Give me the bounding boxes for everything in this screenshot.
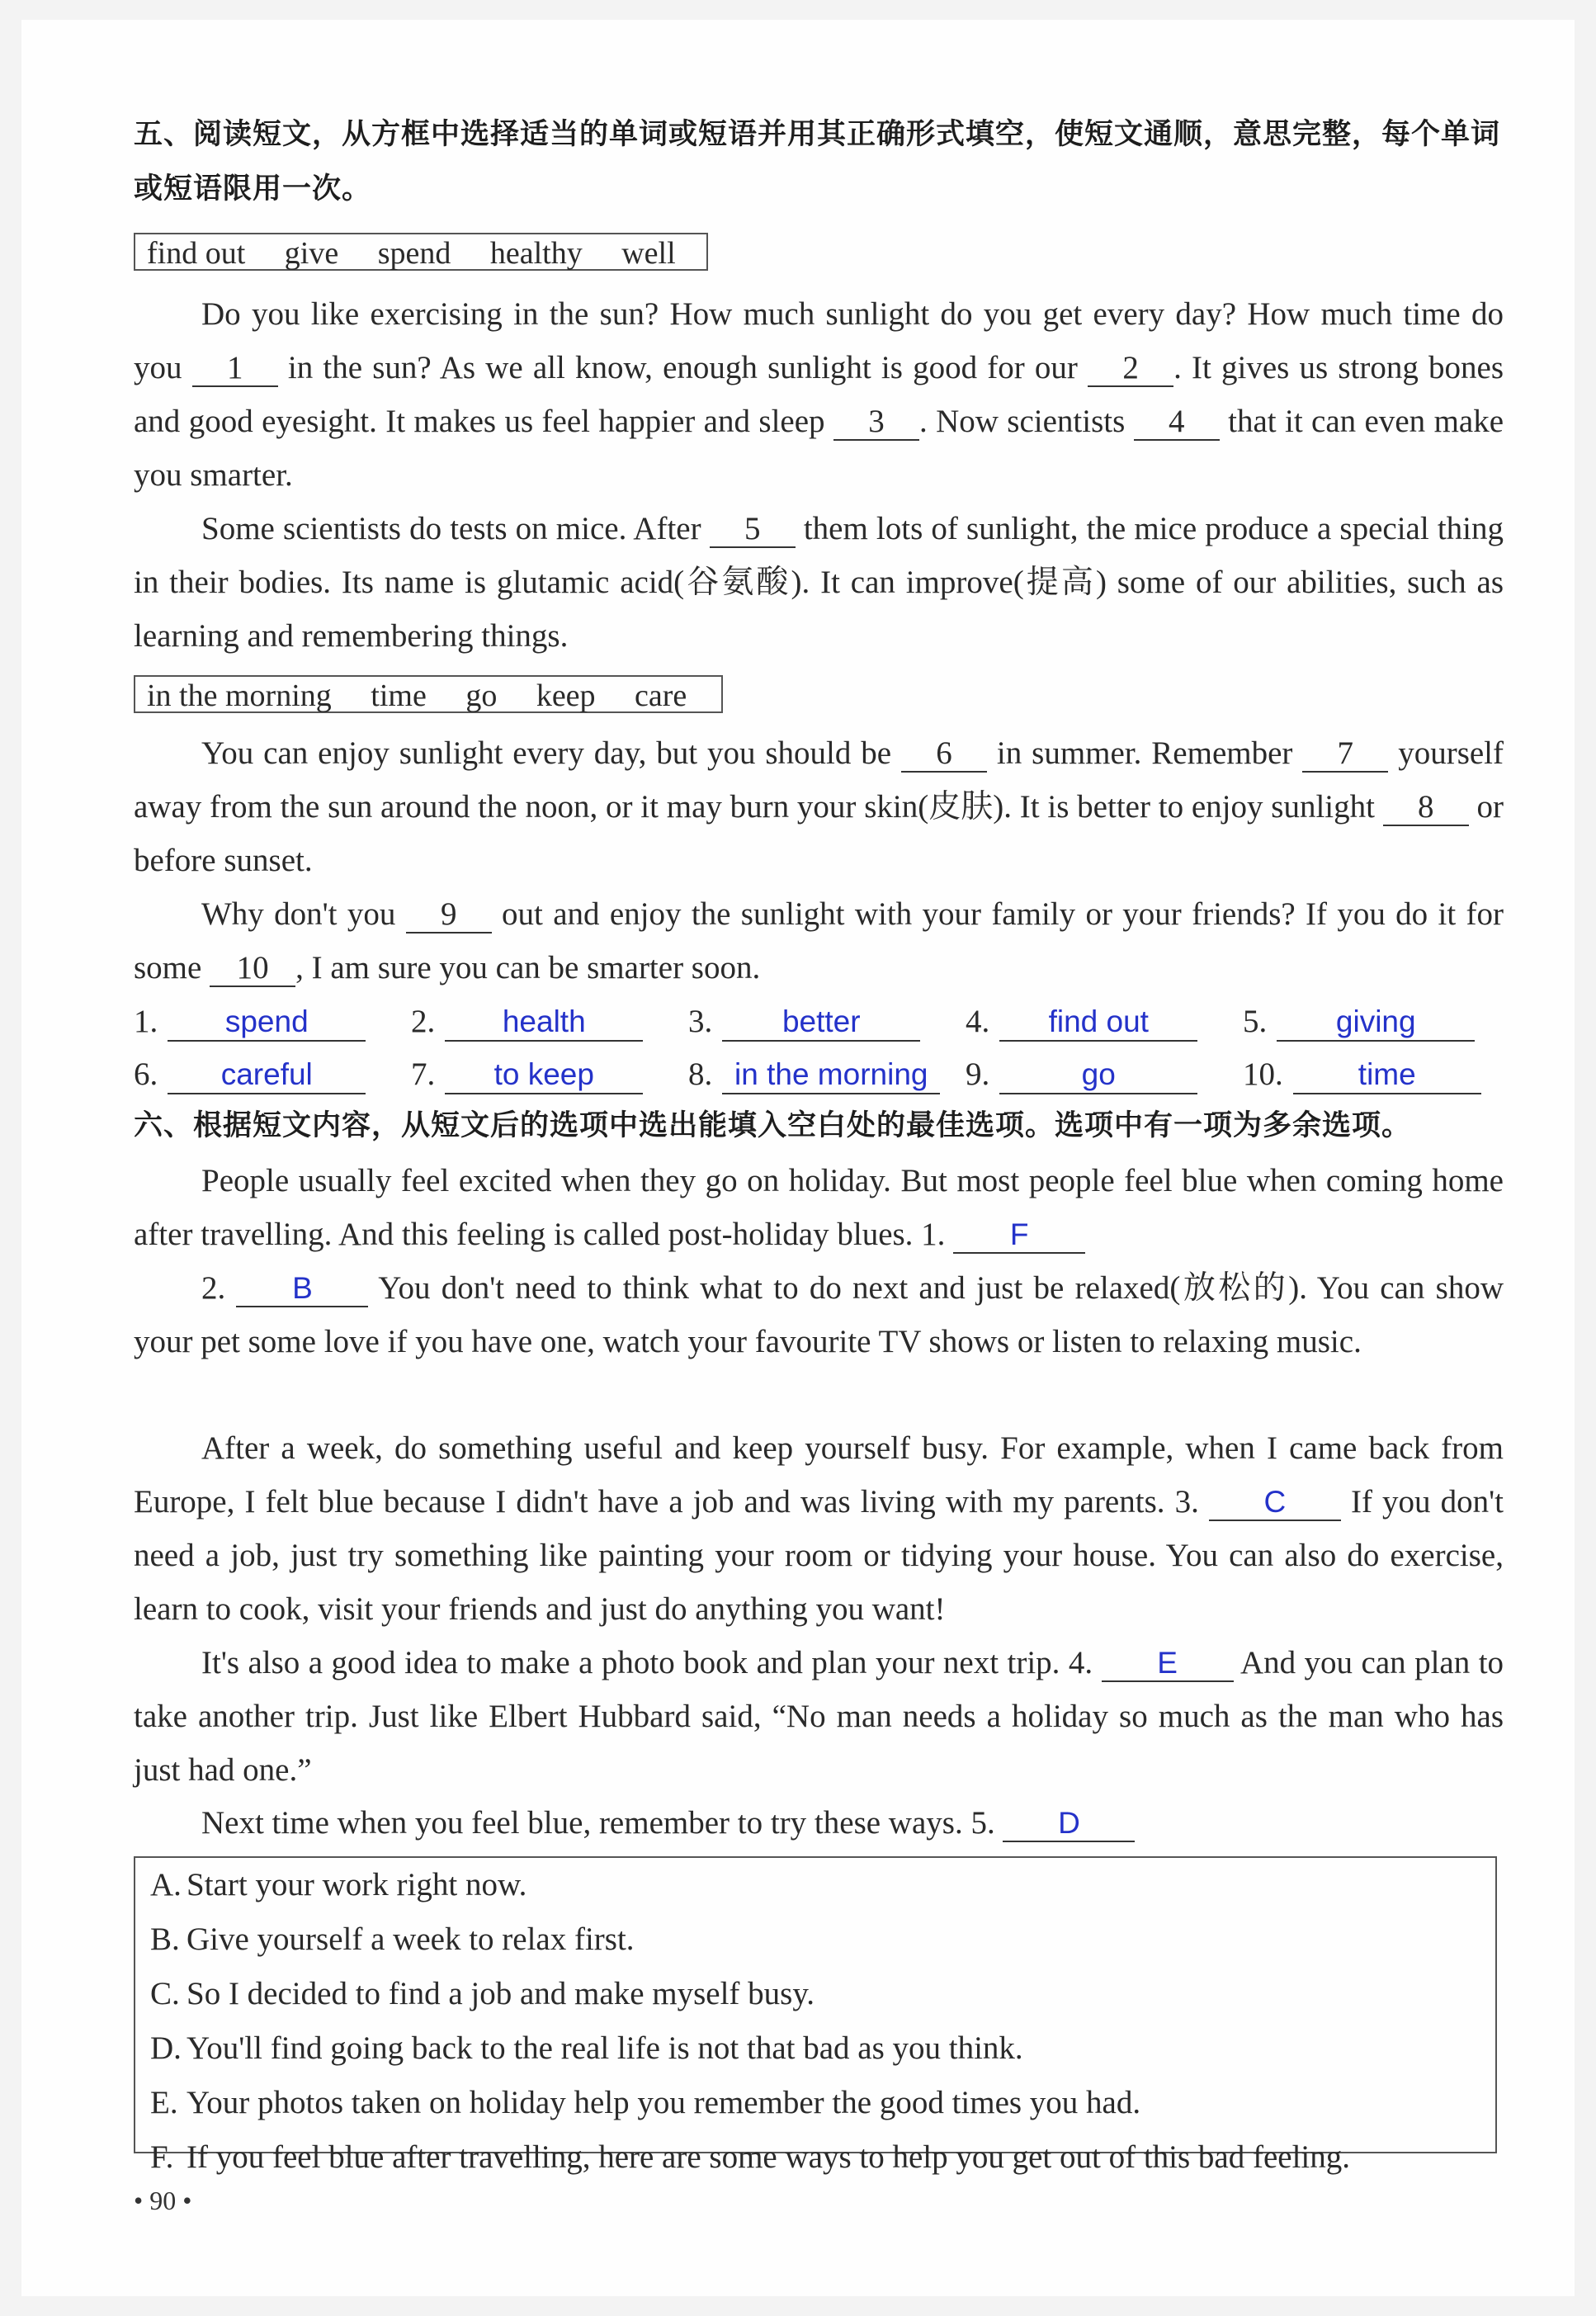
- passage-paragraph: [134, 1421, 1504, 1636]
- answer-blank-5[interactable]: D: [1003, 1806, 1135, 1842]
- answer-cell: [1243, 1048, 1504, 1101]
- option-text: Give yourself a week to relax first.: [187, 1921, 635, 1957]
- word-option: keep: [536, 678, 596, 713]
- option-text: You'll find going back to the real life is not that bad as you think.: [187, 2030, 1023, 2066]
- passage-text: that it can even make you smarter.: [134, 404, 1504, 493]
- answer-row: [134, 1048, 1504, 1101]
- blank-6: 6: [901, 736, 987, 773]
- option-d: [150, 2021, 1480, 2076]
- option-f: [150, 2130, 1480, 2185]
- option-c: [150, 1967, 1480, 2021]
- blank-2: 2: [1088, 351, 1173, 387]
- answer-grid: [134, 995, 1504, 1101]
- passage-text: You don't need to think what to do next and just be relaxed(放松的). You can show your pet some love if you have one, watch your favourite TV shows or listen to relaxing music.: [134, 1270, 1504, 1359]
- passage-text: out and enjoy the sunlight with your family or your friends? If you do it for some: [134, 896, 1504, 985]
- word-option: find out: [147, 236, 246, 271]
- passage-text: Do you like exercising in the sun? How much sunlight do you get every day? How much time do you: [134, 296, 1504, 385]
- word-box-2: [134, 675, 723, 713]
- passage-paragraph: [134, 1154, 1504, 1261]
- answer-number: 3.: [688, 1004, 713, 1039]
- option-letter: B.: [150, 1921, 180, 1957]
- answer-number: 1.: [134, 1004, 158, 1039]
- word-box-1: [134, 233, 708, 271]
- answer-blank-3[interactable]: C: [1209, 1485, 1341, 1521]
- answer-blank-2[interactable]: B: [236, 1271, 368, 1307]
- option-text: If you feel blue after travelling, here are some ways to help you get out of this bad feeling.: [187, 2139, 1351, 2175]
- passage-paragraph: [134, 1636, 1504, 1797]
- answer-number: 2.: [411, 1004, 436, 1039]
- answer-row: [134, 995, 1504, 1048]
- passage-text: You can enjoy sunlight every day, but you should be: [201, 735, 892, 771]
- option-a: [150, 1858, 1480, 1912]
- answer-blank-4[interactable]: E: [1102, 1646, 1234, 1682]
- word-option: healthy: [489, 236, 583, 271]
- word-option: care: [635, 678, 687, 713]
- answer-fill[interactable]: health: [445, 1004, 643, 1042]
- option-e: [150, 2076, 1480, 2130]
- answer-cell: [688, 995, 966, 1048]
- answer-number: 6.: [134, 1056, 158, 1092]
- answer-fill[interactable]: giving: [1277, 1004, 1475, 1042]
- answer-fill[interactable]: time: [1293, 1056, 1481, 1094]
- option-letter: F.: [150, 2139, 174, 2175]
- answer-blank-1[interactable]: F: [953, 1217, 1085, 1254]
- passage-text: If you don't need a job, just try something like painting your room or tidying your house. You can also do exercise, learn to cook, visit your friends and just do anything you want!: [134, 1484, 1504, 1627]
- answer-cell: [688, 1048, 966, 1101]
- answer-fill[interactable]: spend: [168, 1004, 366, 1042]
- blank-8: 8: [1383, 790, 1469, 826]
- blank-9: 9: [406, 897, 492, 933]
- answer-number: 5.: [1243, 1004, 1268, 1039]
- passage-text: After a week, do something useful and keep yourself busy. For example, when I came back from Europe, I felt blue because I didn't have a job and was living with my parents.: [134, 1430, 1504, 1520]
- question-number: 3.: [1174, 1484, 1199, 1520]
- option-text: Your photos taken on holiday help you remember the good times you had.: [187, 2085, 1141, 2120]
- answer-number: 4.: [966, 1004, 990, 1039]
- blank-4: 4: [1134, 404, 1220, 441]
- option-letter: E.: [150, 2085, 178, 2120]
- answer-number: 7.: [411, 1056, 436, 1092]
- word-option: in the morning: [147, 678, 332, 713]
- passage-text: . Now scientists: [918, 404, 1126, 439]
- passage-text: in summer. Remember: [996, 735, 1293, 771]
- options-box: [134, 1856, 1497, 2175]
- word-option: well: [621, 236, 676, 271]
- blank-5: 5: [710, 512, 796, 548]
- answer-fill[interactable]: careful: [168, 1056, 366, 1094]
- passage-text: yourself away from the sun around the noon, or it may burn your skin(皮肤). It is better to enjoy sunlight: [134, 735, 1504, 825]
- answer-number: 10.: [1243, 1056, 1283, 1092]
- option-b: [150, 1912, 1480, 1967]
- passage-text: Some scientists do tests on mice. After: [201, 511, 701, 546]
- passage-paragraph-1: [134, 287, 1504, 502]
- blank-3: 3: [833, 404, 919, 441]
- passage-paragraph-4: [134, 887, 1504, 995]
- passage-text: . It gives us strong bones and good eyesight. It makes us feel happier and sleep: [134, 350, 1504, 439]
- word-option: time: [371, 678, 427, 713]
- passage-paragraph-2: [134, 502, 1504, 663]
- answer-fill[interactable]: go: [999, 1056, 1197, 1094]
- passage-text: in the sun? As we all know, enough sunlight is good for our: [287, 350, 1078, 385]
- option-letter: A.: [150, 1867, 182, 1902]
- section6-heading: 六、根据短文内容，从短文后的选项中选出能填入空白处的最佳选项。选项中有一项为多余选项。: [134, 1109, 1412, 1142]
- option-text: Start your work right now.: [187, 1867, 527, 1902]
- answer-cell: [134, 1048, 411, 1101]
- passage-text: Next time when you feel blue, remember to try these ways.: [201, 1805, 963, 1841]
- question-number: 5.: [970, 1805, 995, 1841]
- answer-cell: [134, 995, 411, 1048]
- answer-fill[interactable]: in the morning: [722, 1056, 940, 1094]
- answer-cell: [1243, 995, 1504, 1048]
- word-option: go: [465, 678, 498, 713]
- passage-paragraph: [134, 1261, 1504, 1368]
- answer-cell: [966, 1048, 1243, 1101]
- word-option: give: [284, 236, 339, 271]
- option-text: So I decided to find a job and make myself busy.: [187, 1976, 815, 2011]
- blank-1: 1: [192, 351, 278, 387]
- passage-paragraph-3: [134, 726, 1504, 887]
- question-number: 4.: [1068, 1645, 1093, 1680]
- answer-fill[interactable]: better: [722, 1004, 920, 1042]
- blank-10: 10: [210, 951, 295, 987]
- answer-cell: [966, 995, 1243, 1048]
- section5-heading: 五、阅读短文，从方框中选择适当的单词或短语并用其正确形式填空，使短文通顺，意思完整，每个单词或短语限用一次。: [134, 118, 1501, 206]
- passage-text: or before sunset.: [134, 789, 1504, 878]
- passage-text: them lots of sunlight, the mice produce a special thing in their bodies. Its name is glutamic acid(谷氨酸). It can improve(提高) some of our abilities, such as learning and remembering things.: [134, 511, 1504, 654]
- passage-text: , I am sure you can be smarter soon.: [295, 950, 761, 985]
- blank-7: 7: [1302, 736, 1388, 773]
- answer-number: 9.: [966, 1056, 990, 1092]
- page-number: • 90 •: [134, 2186, 192, 2215]
- passage-text: People usually feel excited when they go on holiday. But most people feel blue when coming home after travelling. And this feeling is called post-holiday blues. 1.: [134, 1163, 1504, 1252]
- answer-number: 8.: [688, 1056, 713, 1092]
- answer-cell: [411, 1048, 688, 1101]
- option-letter: D.: [150, 2030, 182, 2066]
- passage-paragraph: [134, 1796, 1504, 1850]
- passage-text: It's also a good idea to make a photo book and plan your next trip.: [201, 1645, 1060, 1680]
- word-option: spend: [377, 236, 451, 271]
- question-number: 2.: [201, 1270, 226, 1306]
- answer-fill[interactable]: to keep: [445, 1056, 643, 1094]
- passage-text: And you can plan to take another trip. Just like Elbert Hubbard said, “No man needs a holiday so much as the man who has just had one.”: [134, 1645, 1504, 1788]
- answer-fill[interactable]: find out: [999, 1004, 1197, 1042]
- answer-cell: [411, 995, 688, 1048]
- passage-text: Why don't you: [201, 896, 396, 932]
- option-letter: C.: [150, 1976, 180, 2011]
